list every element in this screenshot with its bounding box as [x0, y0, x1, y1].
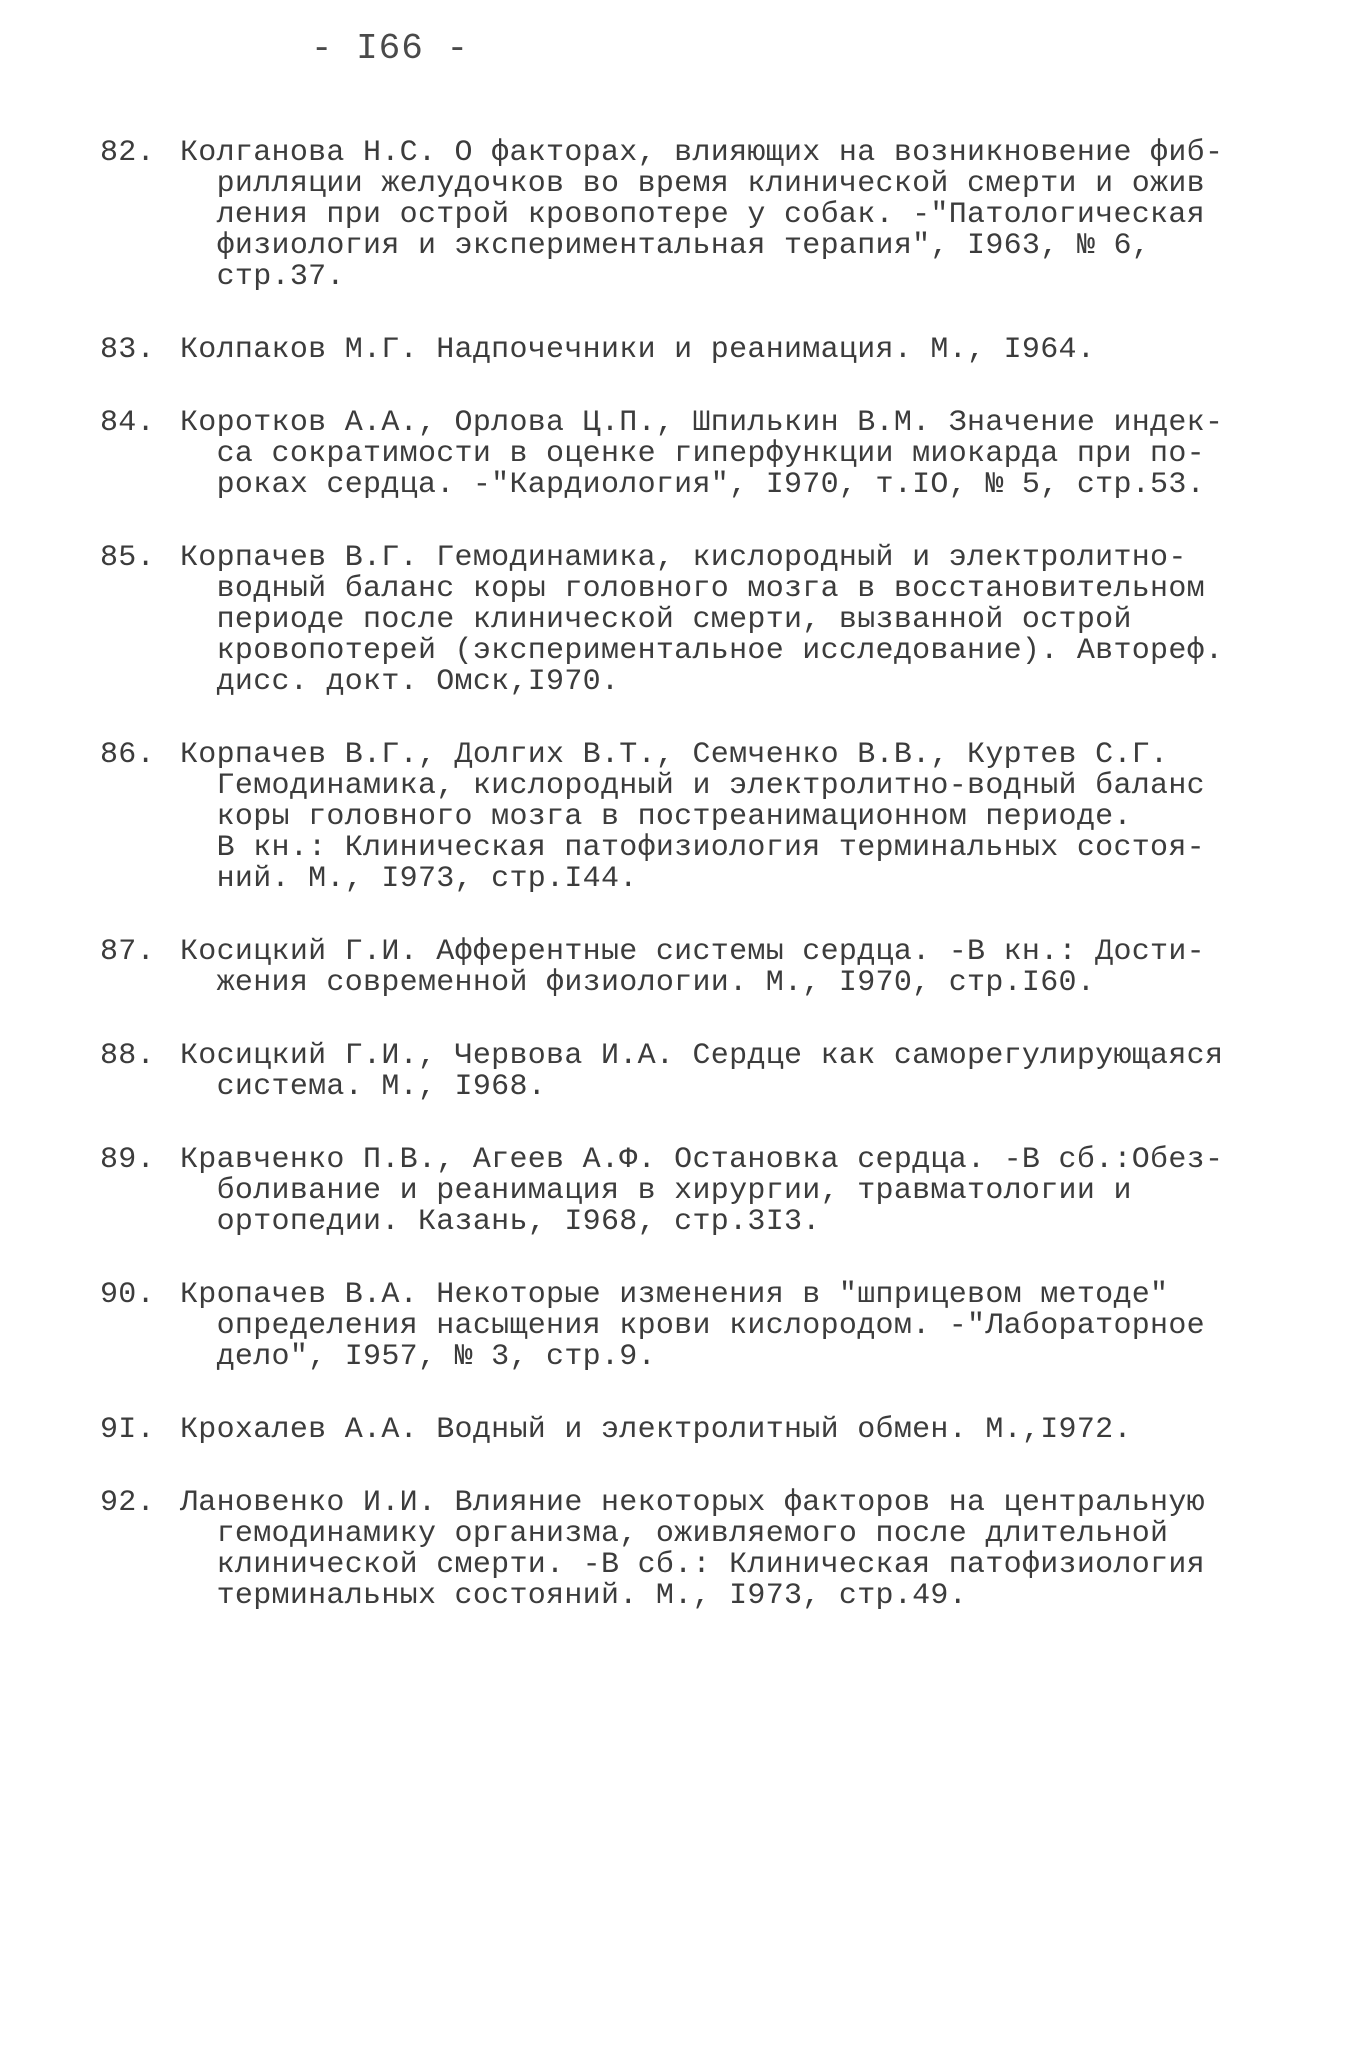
reference-item	[100, 1415, 1260, 1446]
reference-line: клинической смерти. -В сб.: Клиническая патофизиология	[180, 1548, 1205, 1582]
reference-line: дисс. докт. Омск,I970.	[180, 665, 620, 699]
reference-line: боливание и реанимация в хирургии, травматологии и	[180, 1174, 1132, 1208]
reference-line: Крохалев А.А. Водный и электролитный обмен. М.,I972.	[180, 1413, 1132, 1447]
reference-number: 9I.	[100, 1413, 155, 1447]
reference-number: 90.	[100, 1278, 155, 1312]
reference-number: 87.	[100, 935, 155, 969]
reference-list	[100, 138, 1260, 1654]
reference-line: определения насыщения крови кислородом. -"Лабораторное	[180, 1309, 1205, 1343]
reference-line: са сократимости в оценке гиперфункции миокарда при по-	[180, 437, 1205, 471]
reference-line: ний. М., I973, стр.I44.	[180, 862, 638, 896]
reference-line: периоде после клинической смерти, вызванной острой	[180, 603, 1132, 637]
reference-number: 92.	[100, 1486, 155, 1520]
reference-item	[100, 1145, 1260, 1238]
reference-number: 85.	[100, 541, 155, 575]
reference-item	[100, 138, 1260, 293]
reference-line: Косицкий Г.И. Афферентные системы сердца. -В кн.: Дости-	[180, 935, 1205, 969]
reference-line: Колганова Н.С. О факторах, влияющих на возникновение фиб-	[180, 136, 1224, 170]
reference-line: кровопотерей (экспериментальное исследование). Автореф.	[180, 634, 1224, 668]
reference-line: Лановенко И.И. Влияние некоторых факторов на центральную	[180, 1486, 1205, 1520]
reference-item	[100, 1280, 1260, 1373]
reference-number: 88.	[100, 1039, 155, 1073]
reference-number: 86.	[100, 738, 155, 772]
reference-item	[100, 408, 1260, 501]
reference-number: 82.	[100, 136, 155, 170]
reference-line: физиология и экспериментальная терапия", I963, № 6,	[180, 229, 1151, 263]
reference-number: 89.	[100, 1143, 155, 1177]
reference-line: В кн.: Клиническая патофизиология терминальных состоя-	[180, 831, 1205, 865]
reference-line: Кравченко П.В., Агеев А.Ф. Остановка сердца. -В сб.:Обез-	[180, 1143, 1224, 1177]
reference-line: Колпаков М.Г. Надпочечники и реанимация. М., I964.	[180, 333, 1096, 367]
reference-line: жения современной физиологии. М., I970, стр.I60.	[180, 966, 1096, 1000]
reference-line: ортопедии. Казань, I968, стр.3I3.	[180, 1205, 821, 1239]
reference-item	[100, 543, 1260, 698]
reference-line: коры головного мозга в постреанимационном периоде.	[180, 800, 1132, 834]
reference-line: Кропачев В.А. Некоторые изменения в "шприцевом методе"	[180, 1278, 1169, 1312]
reference-line: водный баланс коры головного мозга в восстановительном	[180, 572, 1205, 606]
reference-item	[100, 1041, 1260, 1103]
reference-number: 84.	[100, 406, 155, 440]
reference-line: система. М., I968.	[180, 1070, 547, 1104]
reference-line: роках сердца. -"Кардиология", I970, т.IO, № 5, стр.53.	[180, 468, 1205, 502]
reference-item	[100, 740, 1260, 895]
reference-line: стр.37.	[180, 260, 345, 294]
reference-item	[100, 1488, 1260, 1612]
reference-line: Корпачев В.Г., Долгих В.Т., Семченко В.В., Куртев С.Г.	[180, 738, 1169, 772]
reference-line: Коротков А.А., Орлова Ц.П., Шпилькин В.М. Значение индек-	[180, 406, 1224, 440]
reference-line: Косицкий Г.И., Червова И.А. Сердце как саморегулирующаяся	[180, 1039, 1224, 1073]
reference-line: гемодинамику организма, оживляемого после длительной	[180, 1517, 1169, 1551]
reference-line: Корпачев В.Г. Гемодинамика, кислородный и электролитно-	[180, 541, 1187, 575]
page-number: - I66 -	[310, 28, 470, 69]
reference-line: терминальных состояний. М., I973, стр.49.	[180, 1579, 968, 1613]
reference-line: ления при острой кровопотере у собак. -"Патологическая	[180, 198, 1205, 232]
reference-item	[100, 937, 1260, 999]
reference-line: рилляции желудочков во время клинической смерти и ожив	[180, 167, 1205, 201]
reference-number: 83.	[100, 333, 155, 367]
reference-line: Гемодинамика, кислородный и электролитно-водный баланс	[180, 769, 1205, 803]
reference-item	[100, 335, 1260, 366]
reference-line: дело", I957, № 3, стр.9.	[180, 1340, 656, 1374]
